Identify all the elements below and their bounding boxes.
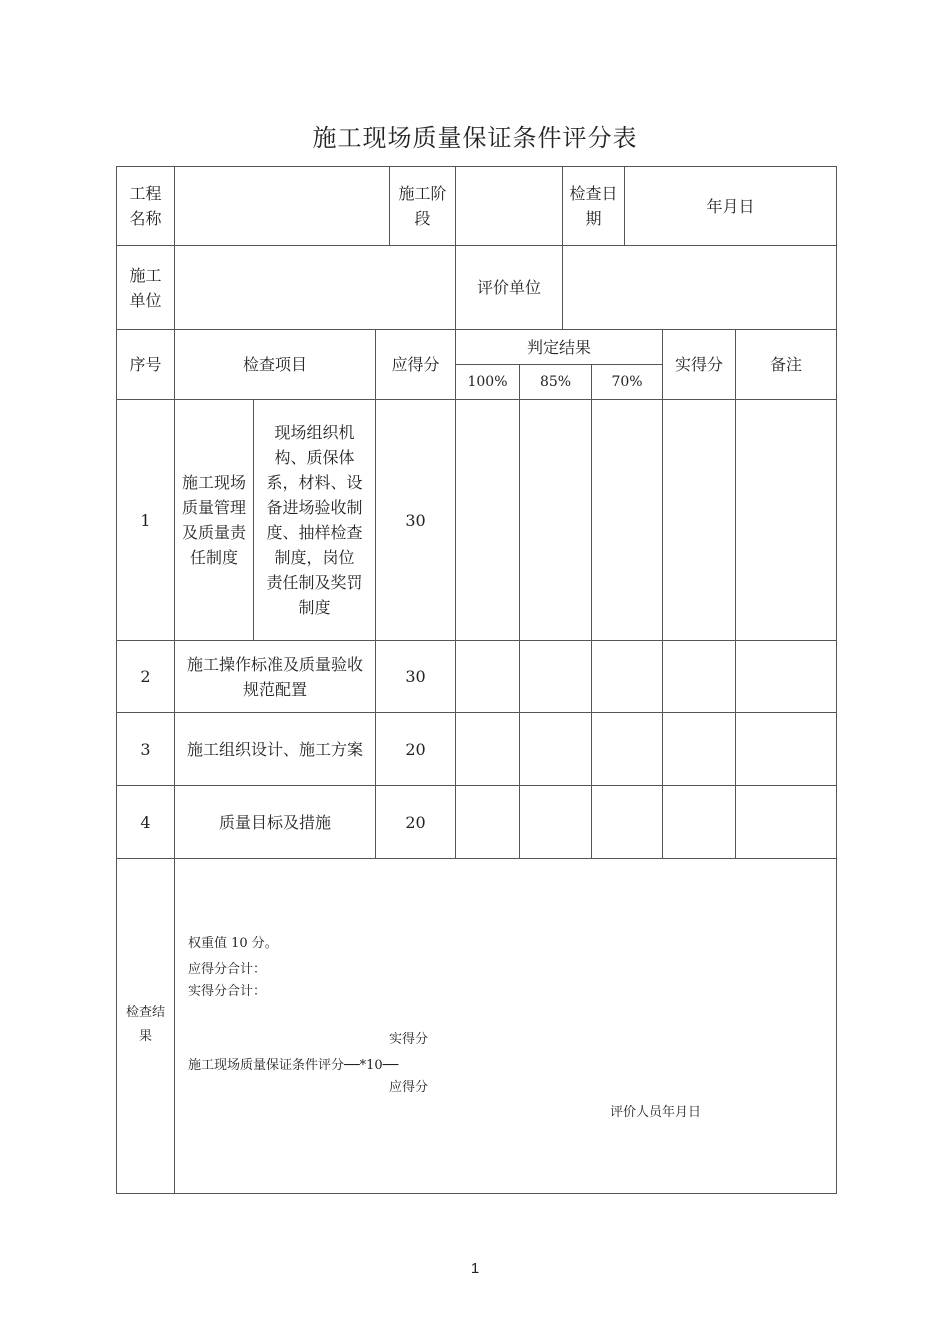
page-title: 施工现场质量保证条件评分表 bbox=[312, 124, 638, 152]
col-divider bbox=[591, 364, 592, 858]
evaluation-unit-label: 评价单位 bbox=[476, 278, 541, 297]
row-1-detail: 现场组织机 构、质保体 系，材料、设 备进场验收制 度、抽样检查 制度，岗位 责任制及奖罚 制度 bbox=[266, 423, 363, 617]
evaluation-unit-field[interactable] bbox=[563, 246, 836, 329]
row-4-score: 20 bbox=[405, 812, 426, 832]
row-divider bbox=[116, 858, 837, 859]
row-4-item: 质量目标及措施 bbox=[218, 812, 331, 832]
fraction-numerator: 实得分 bbox=[389, 1032, 429, 1047]
construction-unit-label: 施工 单位 bbox=[129, 265, 162, 310]
col-header-judgement: 判定结果 bbox=[526, 337, 591, 357]
col-divider bbox=[735, 329, 736, 858]
row-1-item: 施工现场 质量管理 及质量责 任制度 bbox=[181, 473, 246, 567]
col-header-85: 85% bbox=[539, 374, 572, 390]
should-total: 应得分合计： bbox=[188, 962, 267, 977]
row-2-seq: 2 bbox=[140, 667, 151, 686]
row-2-item: 施工操作标准及质量验收 规范配置 bbox=[186, 654, 363, 699]
project-name-label: 工程 名称 bbox=[129, 184, 162, 228]
page-number: 1 bbox=[470, 1260, 480, 1277]
col-divider bbox=[455, 329, 456, 858]
actual-total: 实得分合计： bbox=[188, 984, 267, 999]
col-divider bbox=[662, 329, 663, 858]
row-1-seq: 1 bbox=[140, 510, 151, 530]
row-3-score: 20 bbox=[405, 739, 426, 759]
result-label: 检查结 果 bbox=[125, 1005, 165, 1044]
score-formula: 施工现场质量保证条件评分──*10── bbox=[188, 1058, 399, 1073]
check-date-label: 检查日 期 bbox=[569, 184, 618, 228]
stage-label: 施工阶 段 bbox=[398, 184, 447, 228]
col-header-item: 检查项目 bbox=[242, 355, 307, 374]
col-header-remark: 备注 bbox=[769, 355, 802, 374]
col-header-should-score: 应得分 bbox=[391, 355, 440, 374]
row-4-seq: 4 bbox=[140, 812, 151, 832]
row-3-seq: 3 bbox=[140, 739, 151, 759]
row-3-item: 施工组织设计、施工方案 bbox=[186, 739, 363, 759]
row-1-score: 30 bbox=[405, 510, 426, 530]
construction-unit-field[interactable] bbox=[175, 246, 455, 329]
row-2-score: 30 bbox=[405, 667, 426, 686]
evaluator-signature: 评价人员年月日 bbox=[610, 1105, 702, 1120]
col-divider bbox=[174, 858, 175, 1194]
col-header-70: 70% bbox=[611, 374, 643, 390]
col-header-actual-score: 实得分 bbox=[674, 355, 723, 374]
col-header-100: 100% bbox=[467, 374, 508, 390]
project-name-field[interactable] bbox=[175, 167, 389, 245]
weight-note: 权重值 10 分。 bbox=[188, 936, 278, 951]
stage-field[interactable] bbox=[456, 167, 562, 245]
check-date-field[interactable]: 年月日 bbox=[706, 196, 755, 216]
col-divider bbox=[519, 364, 520, 858]
col-header-seq: 序号 bbox=[129, 355, 162, 374]
fraction-denominator: 应得分 bbox=[389, 1080, 429, 1095]
